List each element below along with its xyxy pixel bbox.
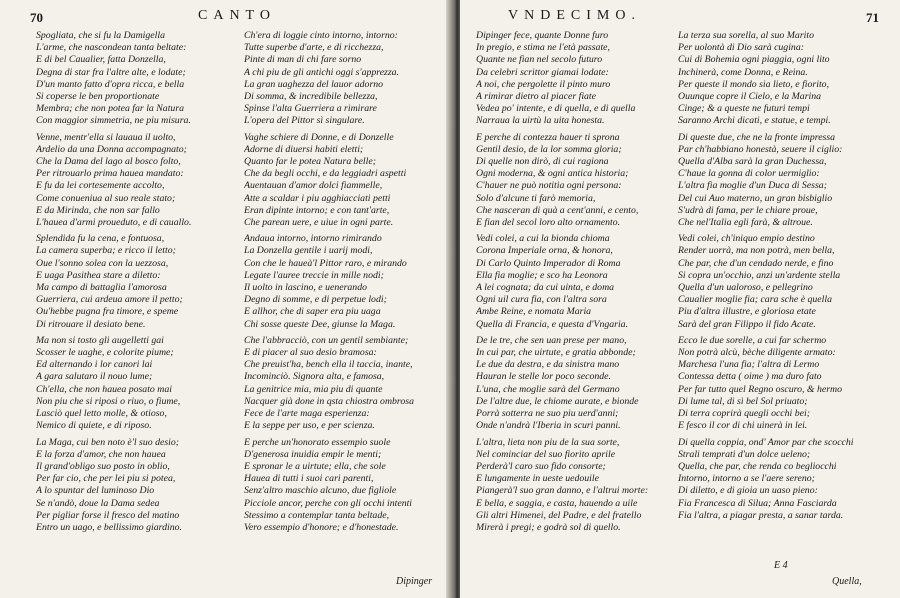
- stanza: [36, 335, 232, 433]
- verse-line: Senz'altro maschio alcuno, due figliole: [244, 485, 397, 497]
- verse-line: Intorno, intorno a se l'aere sereno;: [678, 473, 815, 485]
- verse-line: Nacquer già done in qsta chiostra ombrosa: [244, 395, 414, 407]
- verse-line: A noi, che pergolette il pinto muro: [476, 78, 611, 90]
- verse-line: Caualier moglie fia; cara sche è quella: [678, 294, 832, 306]
- verse-line: De le tre, che sen uan prese per mano,: [476, 334, 627, 346]
- verse-line: La Maga, cui ben noto è'l suo desio;: [36, 436, 180, 448]
- stanza: [476, 335, 672, 433]
- verse-line: E la seppe per uso, e per scienza.: [244, 420, 375, 432]
- verse-line: Vedea po' intente, e di quella, e di quella: [476, 103, 636, 115]
- verse-line: La Donzella gentile i uarij modi,: [244, 245, 373, 257]
- verse-line: Quella di Francia, e questa d'Vngaria.: [476, 318, 629, 330]
- verse-line: Cinge; & a queste ne futuri tempi: [678, 103, 810, 115]
- verse-line: Piu d'altra illustre, e gloriosa etate: [678, 306, 816, 318]
- verse-line: L'altra fia moglie d'un Duca di Sessa;: [678, 180, 827, 192]
- verse-line: Scosser le uaghe, e colorite piume;: [36, 347, 174, 359]
- verse-line: Che nasceran di quà a cent'anni, e cento,: [476, 204, 639, 216]
- verse-line: Fia l'altra, a piagar presta, a sanar tarda.: [678, 509, 844, 521]
- stanza: [244, 437, 440, 535]
- verse-line: Strali temprati d'un dolce ueleno;: [678, 448, 811, 460]
- verse-line: E spronar le a uirtute; ella, che sole: [244, 460, 386, 472]
- verse-line: Quella d'un ualoroso, e pellegrino: [678, 282, 813, 294]
- page-number-left: 70: [30, 10, 43, 25]
- verse-line: Incominciò. Signora alta, e famosa,: [244, 371, 385, 383]
- verse-line: Ouunque copre il Cielo, e la Marina: [678, 91, 822, 103]
- verse-line: E allhor, che di saper era piu uaga: [244, 306, 381, 318]
- verse-line: D'generosa inuidia empir le menti;: [244, 448, 382, 460]
- verse-line: Quanto far le potea Natura belle;: [244, 156, 376, 168]
- stanza: [36, 30, 232, 128]
- verse-line: Come conueniua al suo reale stato;: [36, 192, 176, 204]
- verse-line: Porrà sotterra ne suo piu uerd'anni;: [476, 408, 619, 420]
- verse-line: La camera superba; e ricco il letto;: [36, 245, 176, 257]
- verse-line: Con maggior simmetria, ne piu misura.: [36, 115, 191, 127]
- stanza: [678, 132, 874, 230]
- verse-line: Auentauan d'amor dolci fiammelle,: [244, 180, 383, 192]
- signature-mark: E 4: [774, 560, 788, 571]
- verse-line: Lasciò quel letto molle, & otioso,: [36, 408, 167, 420]
- verse-line: Membra; che non potea far la Natura: [36, 103, 185, 115]
- verse-line: Par ch'habbiano honestà, seuere il ciglio:: [678, 143, 843, 155]
- verse-line: Per uolontà di Dio sarà cugina:: [678, 42, 804, 54]
- verse-line: Render uorrà, ma non potrà, men bella,: [678, 245, 835, 257]
- verse-line: In cui par, che uirtute, e gratia abbonde;: [476, 347, 636, 359]
- verse-line: E bella, e saggia, e casta, hauendo a uile: [476, 497, 638, 509]
- verse-line: Marchesa l'una fia; l'altra di Lermo: [678, 359, 820, 371]
- verse-line: Da celebri scrittor giamai lodate:: [476, 66, 609, 78]
- verse-line: Entro un uago, e bellissimo giardino.: [36, 521, 182, 533]
- verse-line: Corona Imperiale orna, & honora,: [476, 245, 613, 257]
- verse-line: Se n'andò, doue la Dama sedea: [36, 497, 160, 509]
- verse-line: Hauran le stelle lor poco seconde.: [476, 371, 611, 383]
- page-number-right: 71: [866, 10, 879, 25]
- verse-line: Hauea di tutti i suoi cari parenti,: [244, 473, 374, 485]
- verse-line: Si copra un'occhio, anzi un'ardente stella: [678, 269, 841, 281]
- verse-line: Ardelio da una Donna accompagnato;: [36, 143, 187, 155]
- stanza: [244, 335, 440, 433]
- verse-line: Contessa detta ( oime ) ma duro fato: [678, 371, 822, 383]
- verse-line: L'hauea d'armi proueduto, e di cauallo.: [36, 217, 192, 229]
- verse-line: Ch'ella, che non hauea posato mai: [36, 383, 172, 395]
- left-column-2: [244, 30, 440, 538]
- verse-line: Di ritrouare il desiato bene.: [36, 318, 146, 330]
- verse-line: Picciole ancor, perche con gli occhi intenti: [244, 497, 413, 509]
- verse-line: Chi sosse queste Dee, giunse la Maga.: [244, 318, 396, 330]
- verse-line: Stessimo a contemplar tanta beltade,: [244, 509, 390, 521]
- verse-line: Ecco le due sorelle, a cui far schermo: [678, 334, 827, 346]
- verse-line: Di Carlo Quinto Imperador di Roma: [476, 257, 621, 269]
- stanza: [678, 335, 874, 433]
- verse-line: Gli altri Himenei, del Padre, e del fratello: [476, 509, 642, 521]
- verse-line: Di somma, & incredibile bellezza,: [244, 91, 378, 103]
- verse-line: A lei cognata; da cui uinta, e doma: [476, 282, 615, 294]
- verse-line: Andaua intorno, intorno rimirando: [244, 233, 382, 245]
- verse-line: Mirerà i pregi; e godrà sol di quello.: [476, 521, 621, 533]
- verse-line: Venne, mentr'ella si lauaua il uolto,: [36, 131, 176, 143]
- verse-line: Cui di Bohemia ogni piaggia, ogni lito: [678, 54, 830, 66]
- verse-line: Oue l'sonno solea con la uezzosa,: [36, 257, 169, 269]
- stanza: [36, 233, 232, 331]
- stanza: [476, 233, 672, 331]
- running-head-left: CANTO: [198, 8, 276, 23]
- verse-line: Tutte superbe d'arte, e di ricchezza,: [244, 42, 384, 54]
- verse-line: Che parean uere, e uiue in ogni parte.: [244, 217, 394, 229]
- right-column-2: [678, 30, 874, 526]
- verse-line: Vedi colei, ch'iniquo empio destino: [678, 233, 815, 245]
- verse-line: Gentil desio, de la lor somma gloria;: [476, 143, 622, 155]
- verse-line: Legate l'auree treccie in mille nodi;: [244, 269, 384, 281]
- verse-line: A lo spuntar del luminoso Dio: [36, 485, 155, 497]
- verse-line: Le due da destra, e da sinistra mano: [476, 359, 620, 371]
- verse-line: S'udrà di fama, per le chiare proue,: [678, 204, 818, 216]
- right-column-1: [476, 30, 672, 538]
- verse-line: Che nel'Italia egli farà, & altroue.: [678, 217, 813, 229]
- verse-line: Fece de l'arte maga esperienza:: [244, 408, 370, 420]
- verse-line: E perche di contezza hauer ti sprona: [476, 131, 620, 143]
- verse-line: Si coperse le ben proportionate: [36, 91, 160, 103]
- verse-line: Ed alternando i lor canori lai: [36, 359, 153, 371]
- verse-line: E uaga Pasithea stare a diletto:: [36, 269, 161, 281]
- verse-line: Sarà del gran Filippo il fido Acate.: [678, 318, 816, 330]
- verse-line: In pregio, e stima ne l'età passate,: [476, 42, 610, 54]
- verse-line: Degna di star fra l'altre alte, e lodate;: [36, 66, 186, 78]
- stanza: [476, 30, 672, 128]
- verse-line: Nel cominciar del suo fiorito aprile: [476, 448, 616, 460]
- stanza: [36, 132, 232, 230]
- verse-line: Che l'abbracciò, con un gentil sembiante;: [244, 334, 409, 346]
- verse-line: Per far tutto quel Regno oscuro, & hermo: [678, 383, 842, 395]
- verse-line: La terza sua sorella, al suo Marito: [678, 30, 814, 41]
- verse-line: E perche un'honorato essempio suole: [244, 436, 391, 448]
- verse-line: A gara salutaro il nouo lume;: [36, 371, 153, 383]
- verse-line: Ogni uil cura fia, con l'altra sora: [476, 294, 607, 306]
- verse-line: Saranno Archi dicati, e statue, e tempi.: [678, 115, 831, 127]
- stanza: [678, 437, 874, 522]
- verse-line: C'haue la gonna di color uermiglio:: [678, 168, 820, 180]
- verse-line: Eran dipinte intorno; e con tant'arte,: [244, 204, 390, 216]
- verse-line: Ou'hebbe pugna fra timore, e speme: [36, 306, 179, 318]
- verse-line: Vero essempio d'honore; e d'honestade.: [244, 521, 399, 533]
- stanza: [36, 437, 232, 535]
- verse-line: A chi piu de gli antichi oggi s'apprezza.: [244, 66, 400, 78]
- verse-line: Che da begli occhi, e da leggiadri aspetti: [244, 168, 407, 180]
- verse-line: Narraua la uirtù la uita honesta.: [476, 115, 605, 127]
- verse-line: E fesco il cor di chi uinerà in lei.: [678, 420, 808, 432]
- verse-line: Pinte di man di chi fare sorno: [244, 54, 362, 66]
- verse-line: Il grand'obligo suo posto in oblio,: [36, 460, 170, 472]
- verse-line: Onde n'andrà l'Iberia in scuri panni.: [476, 420, 621, 432]
- verse-line: Di quelle non dirò, di cui ragiona: [476, 156, 609, 168]
- verse-line: Piangerà'l suo gran danno, e l'altrui morte:: [476, 485, 649, 497]
- verse-line: E fu da lei cortesemente accolto,: [36, 180, 165, 192]
- verse-line: E da Mirinda, che non sar fallo: [36, 204, 160, 216]
- verse-line: Solo d'alcune ti farò memoria,: [476, 192, 596, 204]
- verse-line: Perderà'l caro suo fido consorte;: [476, 460, 606, 472]
- stanza: [244, 233, 440, 331]
- verse-line: Ma non si tosto gli augelletti gai: [36, 334, 164, 346]
- verse-line: De l'altre due, le chiome aurate, e bionde: [476, 395, 639, 407]
- verse-line: Del cui Auo materno, un gran bisbiglio: [678, 192, 833, 204]
- verse-line: Che preuist'ha, bench ella il taccia, inante,: [244, 359, 413, 371]
- verse-line: Ch'era di loggie cinto intorno, intorno:: [244, 30, 398, 41]
- verse-line: Di queste due, che ne la fronte impressa: [678, 131, 836, 143]
- verse-line: Dipinger fece, quante Donne furo: [476, 30, 609, 41]
- catchword-right: Quella,: [832, 576, 862, 587]
- verse-line: Che par, che d'un cendado nerde, e fino: [678, 257, 834, 269]
- verse-line: Vaghe schiere di Donne, e di Donzelle: [244, 131, 394, 143]
- verse-line: Atte a scaldar i piu agghiacciati petti: [244, 192, 391, 204]
- verse-line: Con che le haueà'l Pittor raro, e mirando: [244, 257, 407, 269]
- verse-line: Guerriera, cui ardeua amore il petto;: [36, 294, 183, 306]
- right-page: [460, 0, 900, 598]
- verse-line: Ella fia moglie; e sco ha Leonora: [476, 269, 608, 281]
- verse-line: Per far cio, che per lei piu si potea,: [36, 473, 176, 485]
- verse-line: E la forza d'amor, che non hauea: [36, 448, 166, 460]
- verse-line: D'un manto fatto d'opra ricca, e bella: [36, 78, 185, 90]
- verse-line: Che la Dama del lago al bosco folto,: [36, 156, 181, 168]
- verse-line: La genitrice mia, mia piu di quante: [244, 383, 383, 395]
- verse-line: Ogni moderna, & ogni antica historia;: [476, 168, 629, 180]
- verse-line: Il uolto in lascino, e uenerando: [244, 282, 367, 294]
- verse-line: Non potrà alcù, bèche diligente armato:: [678, 347, 836, 359]
- verse-line: Per queste il mondo sia lieto, e fiorito,: [678, 78, 830, 90]
- verse-line: Vedi colei, a cui la bionda chioma: [476, 233, 610, 245]
- stanza: [244, 132, 440, 230]
- verse-line: A rimirar dietro al piacer fiate: [476, 91, 597, 103]
- verse-line: E di bel Caualier, fatta Donzella,: [36, 54, 166, 66]
- verse-line: C'hauer ne può notitia ogni persona:: [476, 180, 622, 192]
- stanza: [476, 132, 672, 230]
- verse-line: Ma campo di battaglia l'amorosa: [36, 282, 167, 294]
- catchword-left: Dipinger: [396, 576, 433, 587]
- verse-line: Degno di somme, e di perpetue lodi;: [244, 294, 387, 306]
- verse-line: Di diletto, e di gioia un uaso pieno:: [678, 485, 818, 497]
- verse-line: L'una, che moglie sarà del Germano: [476, 383, 620, 395]
- verse-line: Nemico di quiete, e di riposo.: [36, 420, 152, 432]
- running-head-right: VNDECIMO.: [508, 8, 641, 23]
- verse-line: Di lume tal, di sì bel Sol priuato;: [678, 395, 808, 407]
- verse-line: Adorne di diuersi habiti eletti;: [244, 143, 364, 155]
- stanza: [244, 30, 440, 128]
- verse-line: Inchinerà, come Donna, e Reina.: [678, 66, 808, 78]
- verse-line: L'opera del Pittor sì singulare.: [244, 115, 365, 127]
- verse-line: L'altra, lieta non piu de la sua sorte,: [476, 436, 620, 448]
- verse-line: Quella d'Alba sarà la gran Duchessa,: [678, 156, 827, 168]
- verse-line: Spinse l'alta Guerriera a rimirare: [244, 103, 377, 115]
- verse-line: Per pigliar forse il fresco del matino: [36, 509, 180, 521]
- verse-line: E di piacer al suo desio bramosa:: [244, 347, 377, 359]
- verse-line: La gran uaghezza del lauor adorno: [244, 78, 384, 90]
- verse-line: Ambe Reine, e nomata Maria: [476, 306, 592, 318]
- verse-line: Quella, che par, che renda co begliocchi: [678, 460, 837, 472]
- verse-line: L'arme, che nascondean tanta beltate:: [36, 42, 187, 54]
- stanza: [678, 233, 874, 331]
- verse-line: Non piu che si riposi o riuo, o fiume,: [36, 395, 181, 407]
- stanza: [678, 30, 874, 128]
- left-column-1: [36, 30, 232, 538]
- verse-line: E lungamente in ueste uedouile: [476, 473, 599, 485]
- verse-line: Di terra coprirà quegli occhi bei;: [678, 408, 810, 420]
- stanza: [476, 437, 672, 535]
- verse-line: Splendida fu la cena, e fontuosa,: [36, 233, 165, 245]
- verse-line: Fia Francesca di Silua; Anna Fasciarda: [678, 497, 837, 509]
- verse-line: Di quella coppia, ond' Amor par che scocchi: [678, 436, 854, 448]
- verse-line: Per ritrouarlo prima hauea mandato:: [36, 168, 184, 180]
- verse-line: Quante ne fian nel secolo futuro: [476, 54, 603, 66]
- verse-line: Spogliata, che si fu la Damigella: [36, 30, 165, 41]
- verse-line: E fian del secol loro alto ornamento.: [476, 217, 621, 229]
